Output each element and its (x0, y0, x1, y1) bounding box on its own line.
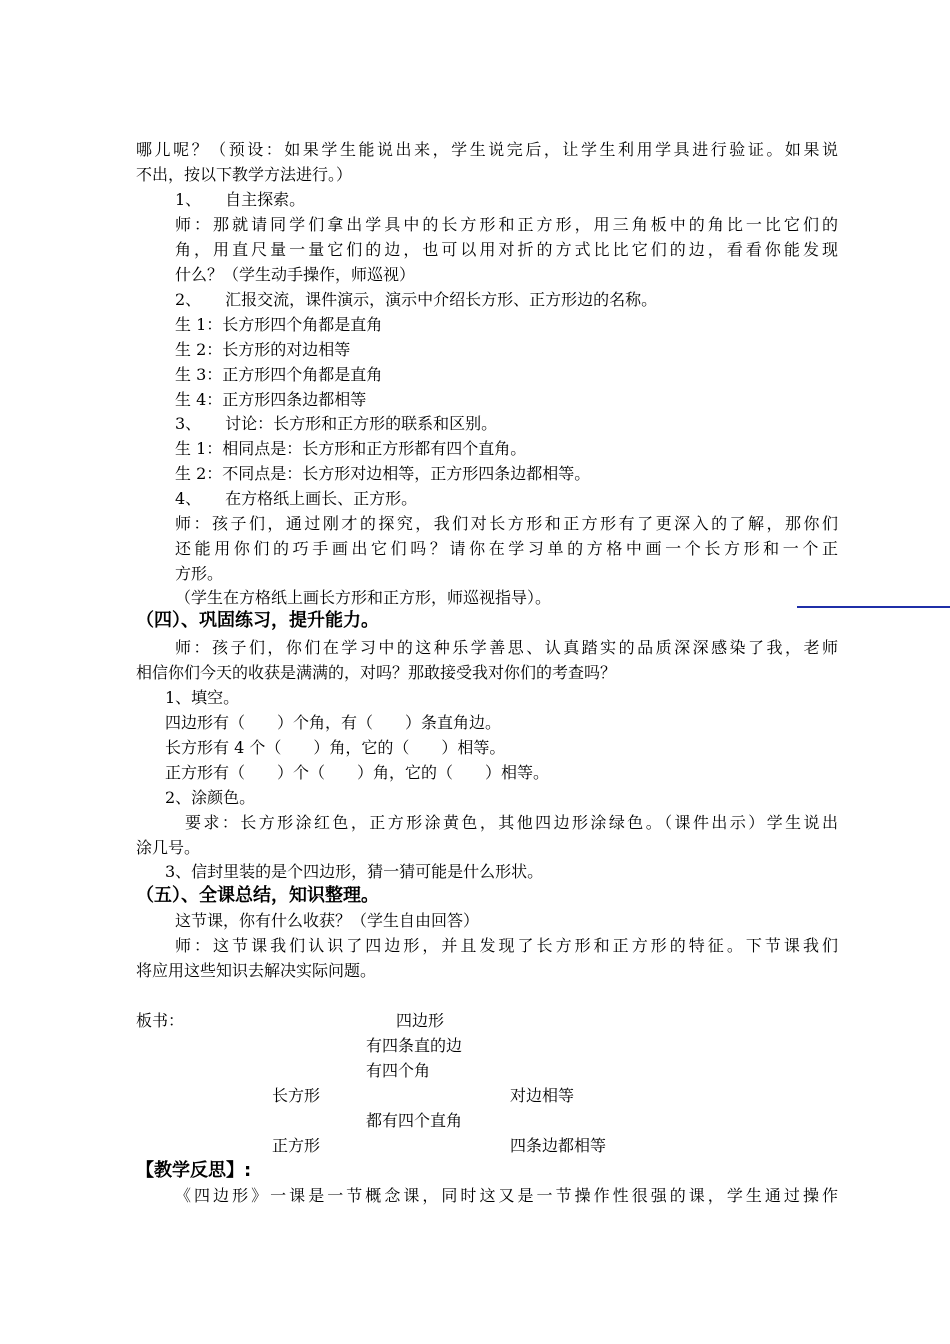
paragraph-line: 将应用这些知识去解决实际问题。 (136, 961, 377, 980)
fill-blank-item: 长方形有 4 个（ ）角，它的（ ）相等。 (165, 738, 506, 757)
step-heading: 2、 汇报交流，课件演示，演示中介绍长方形、正方形边的名称。 (175, 290, 658, 309)
student-answer: 生 3：正方形四个角都是直角 (175, 365, 383, 384)
student-answer: 生 4：正方形四条边都相等 (175, 390, 367, 409)
reflection-heading: 【教学反思】: (136, 1160, 252, 1181)
fill-blank-item: 正方形有（ ）个（ ）角，它的（ ）相等。 (165, 763, 550, 782)
step-heading: 1、 自主探索。 (175, 190, 306, 209)
paragraph-line: 还能用你们的巧手画出它们吗？请你在学习单的方格中画一个长方形和一个正 (175, 539, 838, 558)
student-answer: 生 2：不同点是：长方形对边相等，正方形四条边都相等。 (175, 464, 591, 483)
exercise-heading: 2、涂颜色。 (165, 788, 256, 807)
paragraph-line: 相信你们今天的收获是满满的，对吗？那敢接受我对你们的考查吗？ (136, 663, 617, 682)
fill-blank-item: 四边形有（ ）个角，有（ ）条直角边。 (165, 713, 502, 732)
board-feature: 有四条直的边 (366, 1036, 463, 1055)
paragraph-line: 什么？（学生动手操作，师巡视） (175, 265, 416, 284)
paragraph-line: 要求：长方形涂红色，正方形涂黄色，其他四边形涂绿色。（课件出示）学生说出 (185, 813, 838, 832)
reflection-text: 《四边形》一课是一节概念课，同时这又是一节操作性很强的课，学生通过操作 (175, 1186, 838, 1205)
paragraph-line: 哪儿呢？（预设：如果学生能说出来，学生说完后，让学生利用学具进行验证。如果说 (136, 140, 838, 159)
step-heading: 4、 在方格纸上画长、正方形。 (175, 489, 418, 508)
exercise-heading: 1、填空。 (165, 688, 240, 707)
paragraph-line: 角，用直尺量一量它们的边，也可以用对折的方式比比它们的边，看看你能发现 (175, 240, 838, 259)
paragraph-line: 这节课，你有什么收获？（学生自由回答） (175, 911, 480, 930)
board-square: 正方形 (272, 1136, 321, 1155)
board-rectangle-feature: 对边相等 (510, 1086, 575, 1105)
section-heading: （四）、巩固练习，提升能力。 (136, 610, 379, 631)
paragraph-line: 师：孩子们，你们在学习中的这种乐学善思、认真踏实的品质深深感染了我，老师 (175, 638, 838, 657)
board-feature: 有四个角 (366, 1061, 431, 1080)
board-common-feature: 都有四个直角 (366, 1111, 463, 1130)
student-answer: 生 2：长方形的对边相等 (175, 340, 351, 359)
paragraph-line: 不出，按以下教学方法进行。） (136, 165, 353, 184)
section-heading: （五）、全课总结，知识整理。 (136, 885, 379, 906)
exercise-heading: 3、信封里装的是个四边形，猜一猜可能是什么形状。 (165, 862, 544, 881)
paragraph-line: 涂几号。 (136, 838, 201, 857)
board-label: 板书： (136, 1011, 185, 1030)
paragraph-line: 师：这节课我们认识了四边形，并且发现了长方形和正方形的特征。下节课我们 (175, 936, 838, 955)
board-rectangle: 长方形 (272, 1086, 321, 1105)
decorative-rule (797, 606, 950, 608)
paragraph-line: （学生在方格纸上画长方形和正方形，师巡视指导）。 (175, 588, 552, 607)
paragraph-line: 师：孩子们，通过刚才的探究，我们对长方形和正方形有了更深入的了解，那你们 (175, 514, 838, 533)
board-title: 四边形 (396, 1011, 445, 1030)
student-answer: 生 1：相同点是：长方形和正方形都有四个直角。 (175, 439, 527, 458)
paragraph-line: 师：那就请同学们拿出学具中的长方形和正方形，用三角板中的角比一比它们的 (175, 215, 838, 234)
step-heading: 3、 讨论：长方形和正方形的联系和区别。 (175, 414, 498, 433)
paragraph-line: 方形。 (175, 564, 224, 583)
board-square-feature: 四条边都相等 (510, 1136, 607, 1155)
student-answer: 生 1：长方形四个角都是直角 (175, 315, 383, 334)
